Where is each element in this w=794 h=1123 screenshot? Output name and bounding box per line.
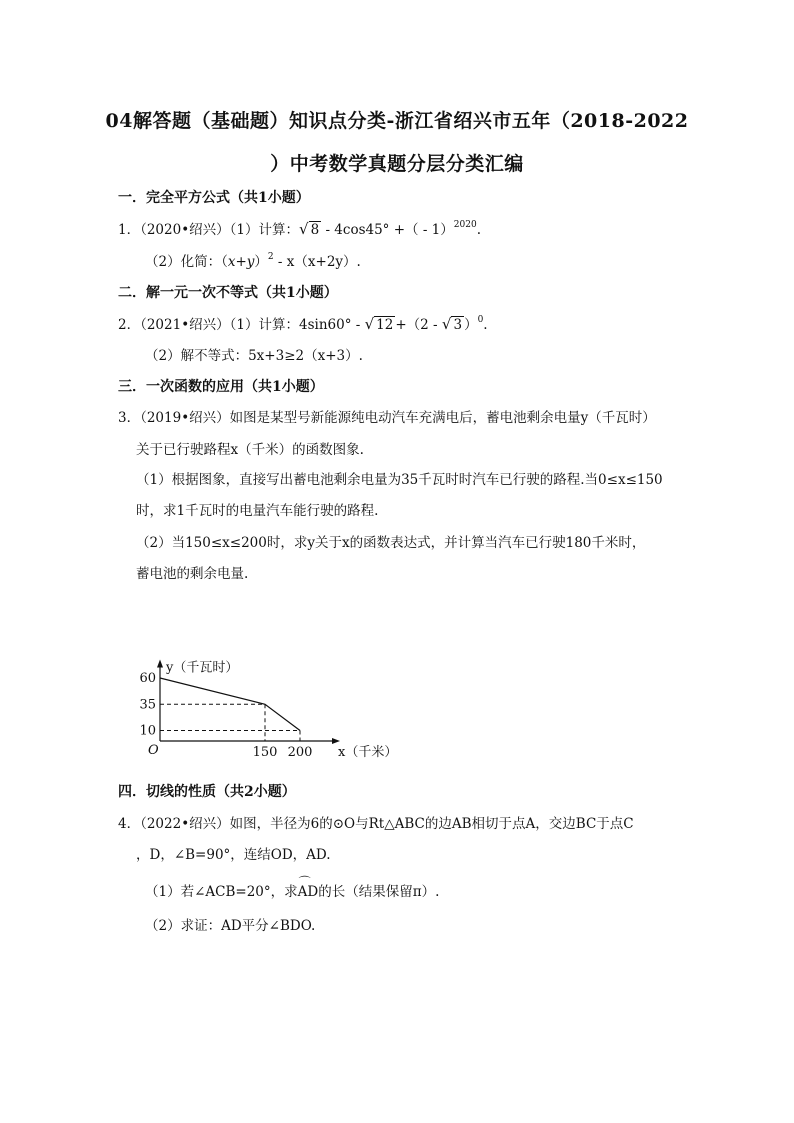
x-tick-label: 200 — [287, 745, 313, 760]
q2-prefix: 2．（2021•绍兴）（1）计算：4sin60° - — [118, 317, 365, 333]
q1p2-prefix: （2）化简：（ — [145, 254, 228, 270]
origin-label: O — [148, 743, 159, 758]
question-3-line4: 时，求1千瓦时的电量汽车能行驶的路程. — [136, 503, 379, 519]
section-heading-1: 一．完全平方公式（共1小题） — [118, 190, 310, 206]
sqrt-expression: √ 3 — [441, 315, 463, 333]
question-2-part2: （2）解不等式：5x+3≥2（x+3）. — [145, 348, 363, 364]
section-heading-2: 二．解一元一次不等式（共1小题） — [118, 285, 338, 301]
x-tick-label: 150 — [252, 745, 278, 760]
question-4-line3 — [145, 880, 439, 900]
q1-prefix: 1．（2020•绍兴）（1）计算： — [118, 222, 299, 238]
q4-l3-suffix: 的长（结果保留π）. — [318, 884, 440, 900]
q2-end: . — [483, 317, 488, 333]
x-axis-arrow — [332, 738, 340, 744]
q1p2-mid: ） — [254, 254, 268, 270]
question-4-line2: ，D，∠B=90°，连结OD，AD. — [136, 847, 331, 863]
q1-tail: - 4cos45° +（ - 1） — [321, 222, 454, 238]
q2-exponent: 0 — [477, 314, 484, 325]
sqrt-arg: 8 — [310, 222, 320, 238]
question-3-line2: 关于已行驶路程x（千米）的函数图象. — [136, 442, 364, 458]
y-tick-label: 60 — [139, 671, 156, 686]
q1p2-tail: - x（x+2y）. — [273, 254, 361, 270]
q1-exponent: 2020 — [453, 219, 477, 230]
section-heading-3: 三．一次函数的应用（共1小题） — [118, 379, 324, 395]
q1-end: . — [476, 222, 481, 238]
question-3-line1: 3．（2019•绍兴）如图是某型号新能源纯电动汽车充满电后，蓄电池剩余电量y（千瓦时） — [118, 410, 656, 426]
question-3-line5: （2）当150≤x≤200时，求y关于x的函数表达式，并计算当汽车已行驶180千米时， — [136, 535, 646, 551]
x-axis-label: x（千米） — [338, 745, 398, 760]
question-1-part1 — [118, 218, 481, 238]
sqrt-expression: √ 8 — [299, 220, 320, 238]
y-tick-label: 10 — [139, 723, 156, 739]
y-axis-label: y（千瓦时） — [166, 660, 239, 676]
y-axis-arrow — [157, 660, 163, 668]
y-tick-label: 35 — [139, 697, 156, 713]
question-1-part2 — [145, 250, 361, 270]
sqrt-expression: √ 12 — [364, 315, 394, 333]
sqrt-arg-3: 3 — [453, 317, 463, 333]
arc-ad: ⌒ AD — [298, 884, 319, 900]
q2-mid: +（2 - — [395, 317, 442, 333]
q1p2-xy: x+y — [227, 254, 255, 270]
q2-close: ） — [464, 317, 478, 333]
q1p2-exponent: 2 — [267, 251, 274, 262]
question-3-line3: （1）根据图象，直接写出蓄电池剩余电量为35千瓦时时汽车已行驶的路程.当0≤x≤150 — [136, 472, 663, 488]
q4-l3-prefix: （1）若∠ACB=20°，求 — [145, 884, 298, 900]
section-heading-4: 四．切线的性质（共2小题） — [118, 784, 296, 800]
doc-title-line1: 04解答题（基础题）知识点分类-浙江省绍兴市五年（2018-2022 — [105, 110, 689, 132]
question-3-line6: 蓄电池的剩余电量. — [136, 566, 249, 582]
question-2-part1 — [118, 313, 488, 333]
doc-title-line2: ）中考数学真题分层分类汇编 — [270, 153, 524, 175]
battery-charge-chart — [130, 590, 398, 765]
question-4-line1: 4．（2022•绍兴）如图，半径为6的⊙O与Rt△ABC的边AB相切于点A，交边BC于点C — [118, 816, 634, 832]
sqrt-arg-12: 12 — [376, 317, 394, 333]
question-4-line4: （2）求证：AD平分∠BDO. — [145, 918, 316, 934]
